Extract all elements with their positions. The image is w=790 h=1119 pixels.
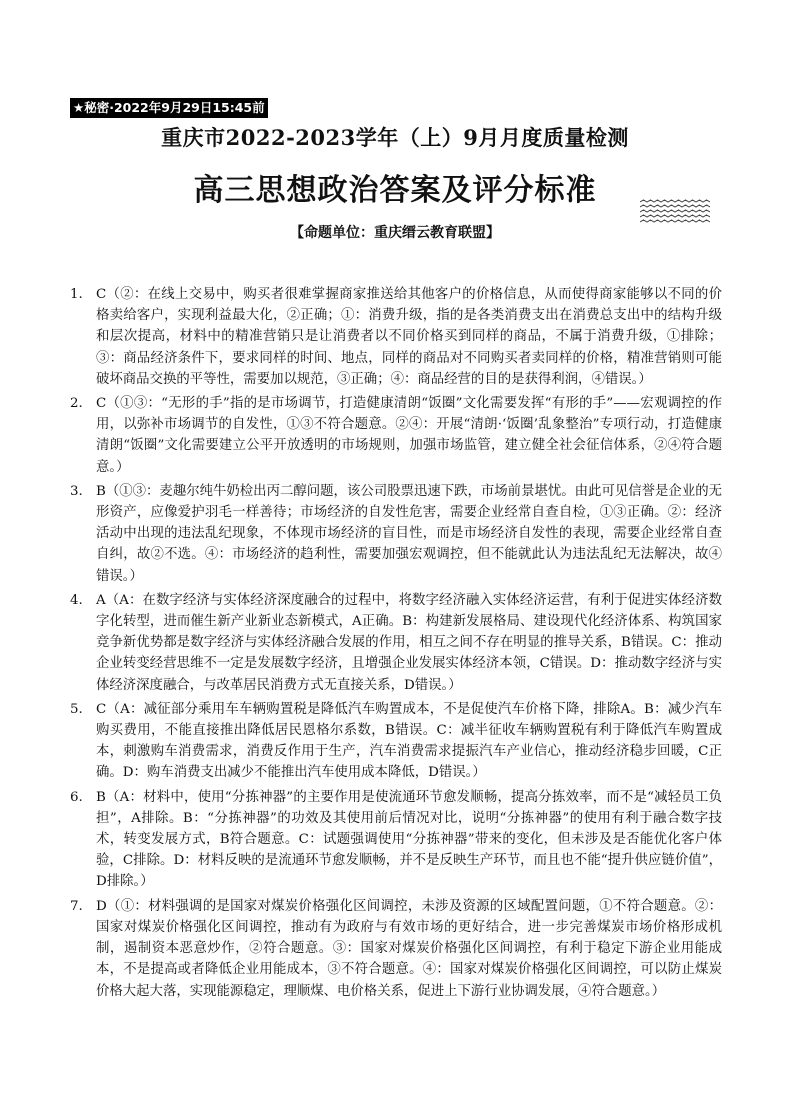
question-number: 1. (70, 287, 83, 302)
answer-item (68, 787, 722, 893)
exam-title: 重庆市2022-2023学年（上）9月月度质量检测 (161, 125, 629, 150)
answer-text: C（②：在线上交易中，购买者很难掌握商家推送给其他客户的价格信息，从而使得商家能够以不同的价格卖给客户，实现利益最大化，②正确；①：消费升级，指的是各类消费支出在消费总支出中的结构升级和层次提高，材料中的精准营销只是让消费者以不同价格买到同样的商品，不属于消费升级，①排除；③：商品经济条件下，要求同样的时间、地点，同样的商品对不同购买者卖同样的价格，精准营销则可能破坏商品交换的平等性，需要加以规范，③正确；④：商品经营的目的是获得利润，④错误。） (96, 287, 722, 387)
answer-text: B（A：材料中，使用“分拣神器”的主要作用是使流通环节愈发顺畅，提高分拣效率，而不是“减轻员工负担”，A排除。B：“分拣神器”的功效及其使用前后情况对比，说明“分拣神器”的使用有利于融合数字技术，转变发展方式，B符合题意。C：试题强调使用“分拣神器”带来的变化，但未涉及是否能优化客户体验，C排除。D：材料反映的是流通环节愈发顺畅，并不是反映生产环节，而且也不能“提升供应链价值”，D排除。） (96, 789, 722, 890)
answer-item (68, 393, 722, 478)
answer-text: B（①③：麦趣尔纯牛奶检出丙二醇问题，该公司股票迅速下跌，市场前景堪忧。由此可见信誉是企业的无形资产，应像爱护羽毛一样善待；市场经济的自发性危害，需要企业经常自查自检，①③正确。②：经济活动中出现的违法乱纪现象，不体现市场经济的盲目性，而是市场经济自发性的表现，需要企业经常自查自纠，故②不选。④：市场经济的趋利性，需要加强宏观调控，但不能就此认为违法乱纪无法解决，故④错误。） (96, 483, 722, 584)
question-number: 6. (70, 789, 83, 805)
issuing-unit: 【命题单位：重庆缙云教育联盟】 (290, 225, 500, 241)
answer-item (68, 481, 722, 587)
answer-item (68, 699, 722, 784)
document-title: 高三思想政治答案及评分标准 (193, 173, 597, 208)
question-number: 7. (70, 898, 83, 914)
answer-text: D（①：材料强调的是国家对煤炭价格强化区间调控，未涉及资源的区域配置问题，①不符合题意。②：国家对煤炭价格强化区间调控，推动有为政府与有效市场的更好结合，进一步完善煤炭市场价格形成机制，遏制资本恶意炒作，②符合题意。③：国家对煤炭价格强化区间调控，有利于稳定下游企业用能成本，不是提高或者降低企业用能成本，③不符合题意。④：国家对煤炭价格强化区间调控，可以防止煤炭价格大起大落，实现能源稳定，理顺煤、电价格关系，促进上下游行业协调发展，④符合题意。） (96, 898, 722, 999)
question-number: 3. (70, 483, 83, 499)
answer-text: C（A：减征部分乘用车车辆购置税是降低汽车购置成本，不是促使汽车价格下降，排除A。B：减少汽车购买费用，不能直接推出降低居民恩格尔系数，B错误。C：减半征收车辆购置税有利于降低汽车购置成本，刺激购车消费需求，消费反作用于生产，汽车消费需求提振汽车产业信心，推动经济稳步回暖，C正确。D：购车消费支出减少不能推出汽车使用成本降低，D错误。） (96, 701, 722, 781)
answer-item (68, 896, 722, 1002)
question-number: 2. (70, 396, 83, 412)
answer-text: A（A：在数字经济与实体经济深度融合的过程中，将数字经济融入实体经济运营，有利于促进实体经济数字化转型，进而催生新产业新业态新模式，A正确。B：构建新发展格局、建设现代化经济体系、构筑国家竞争新优势都是数字经济与实体经济融合发展的作用，相互之间不存在明显的推导关系，B错误。C：推动企业转变经营思维不一定是发展数字经济，且增强企业发展实体经济本领，C错误。D：推动数字经济与实体经济深度融合，与改革居民消费方式无直接关系，D错误。） (96, 592, 722, 693)
confidential-label: ★秘密·2022年9月29日15:45前 (70, 98, 268, 118)
question-number: 5. (70, 701, 83, 717)
question-number: 4. (70, 592, 83, 608)
answer-item (68, 590, 722, 696)
answer-item (68, 284, 722, 390)
answer-text: C（①③：“无形的手”指的是市场调节，打造健康清朗“饭圈”文化需要发挥“有形的手”——宏观调控的作用，以弥补市场调节的自发性，①③不符合题意。②④：开展“清朗·‘饭圈’乱象整治”专项行动，打造健康清朗“饭圈”文化需要建立公平开放透明的市场规则，加强市场监管，建立健全社会征信体系，②④符合题意。） (96, 396, 722, 475)
answer-list (68, 284, 722, 1005)
